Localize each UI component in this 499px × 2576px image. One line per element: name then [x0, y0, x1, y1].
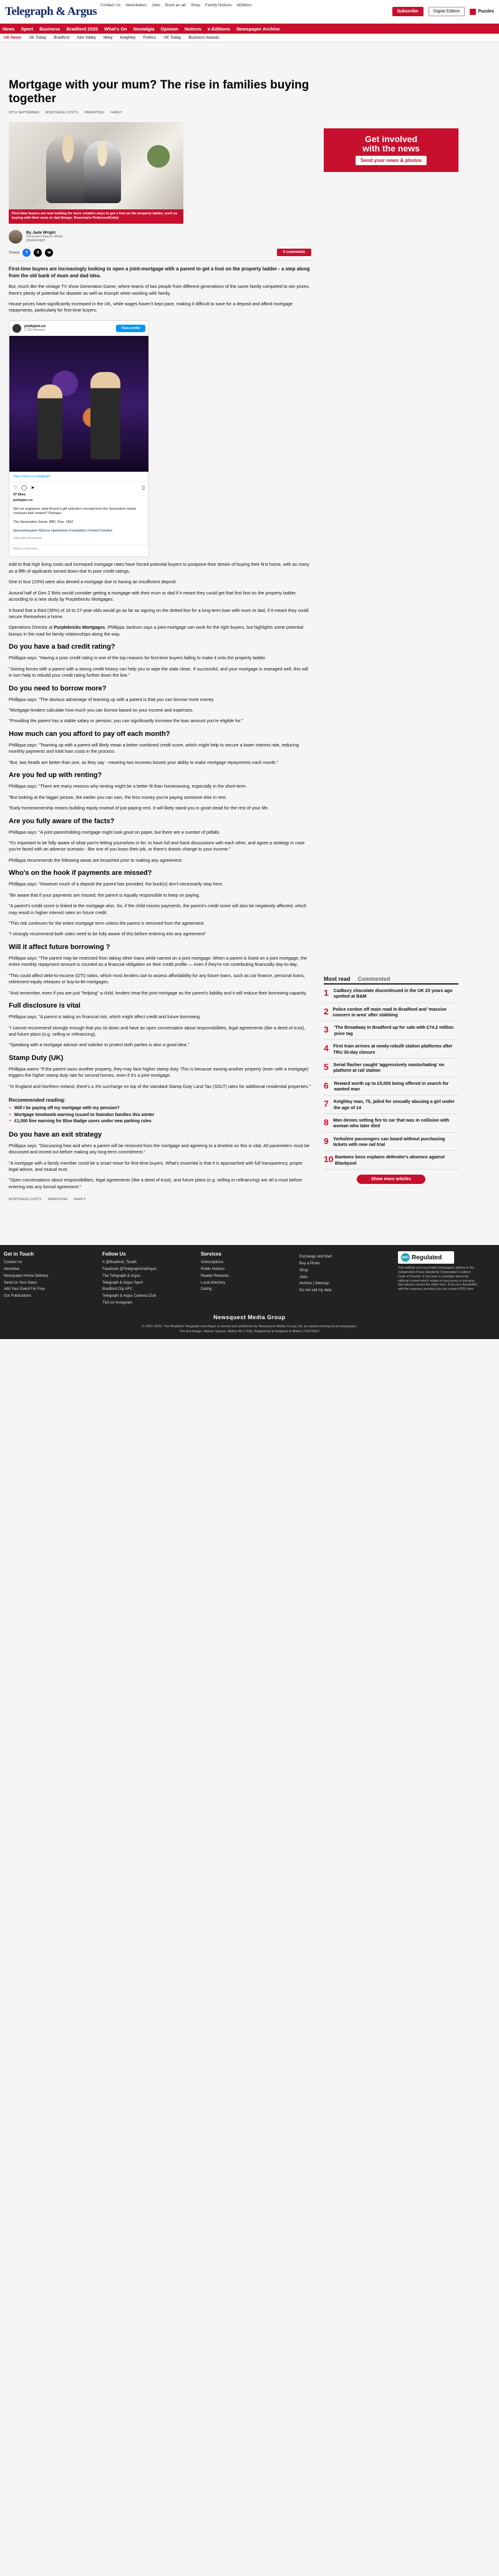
tab-commented[interactable]: Commented	[357, 976, 390, 982]
main-nav	[0, 24, 499, 34]
subnav-bradford[interactable]: Bradford	[54, 36, 70, 40]
most-read-item[interactable]: 4 First train arrives at newly-rebuilt station platforms after TRU 30-day closure	[324, 1040, 458, 1059]
rank-number: 10	[324, 1154, 334, 1165]
footer-link[interactable]: Do not sell my data	[299, 1289, 332, 1293]
footer-link[interactable]: Advertise	[4, 1267, 20, 1272]
subheading: Are you fully aware of the facts?	[9, 817, 115, 825]
recommended-link[interactable]: • Will I be paying off my mortgage with my pension?	[9, 1105, 311, 1112]
top-bar	[0, 0, 499, 24]
hero-caption: First-time buyers are now looking for more creative ways to get a foot on the property ladder, such as buying with their mum or dad (Image: Rosemarie Pedersen/Getty)	[9, 209, 183, 224]
footer-link[interactable]: Subscriptions	[201, 1261, 224, 1265]
nav-bradford-2025[interactable]: Bradford 2025	[66, 26, 98, 32]
paragraph: Phillippa says: "Discussing how and when a parent will be removed from the mortgage and agreeing to a timeline on this is vital. All parameters must be discussed and ironed out before making any long-term commitment."	[9, 1142, 309, 1155]
paragraph: "Early homeownership means building equity instead of just paying rent. It will likely stand you in good stead for the rest of your life.	[9, 805, 269, 811]
get-involved-promo[interactable]	[324, 128, 458, 172]
footer-link[interactable]: Public Notices	[201, 1267, 225, 1272]
footer-col-follow	[102, 1251, 190, 1307]
article-headline: Mortgage with your mum? The rise in families buying together	[9, 79, 309, 105]
footer-link[interactable]: Telegraph & Argus Camera Club	[102, 1294, 157, 1299]
tag-mortgage-costs[interactable]: MORTGAGE COSTS	[9, 1198, 42, 1202]
paragraph: It found that a third (35%) of 18 to 27-year-olds would go as far as signing on the dotted line for a long-term loan with mum or dad, if it meant they could secure themselves a home.	[9, 607, 309, 619]
author-block	[9, 230, 311, 244]
paragraph: "Joining forces with a parent with a strong credit history can help you to wipe the slate clean. If successful, and your mortgage is managed well, this will in turn help to rebuild your credit rating further down the line."	[9, 665, 308, 679]
hero-figure	[9, 122, 311, 224]
content-area	[0, 42, 499, 1201]
subheading: Will it affect future borrowing ?	[9, 943, 110, 951]
send-news-button[interactable]: Send your news & photos	[356, 156, 427, 165]
subnav-business-awards[interactable]: Business Awards	[188, 36, 220, 40]
most-read-item[interactable]: 3 'The Broadway in Bradford up for sale with £74.2 million price tag	[324, 1021, 458, 1040]
subheading: Who's on the hook if payments are missed?	[9, 869, 152, 877]
footer-link[interactable]: Add Your Event For Free	[4, 1287, 46, 1292]
instagram-likes: 37 likes	[13, 492, 26, 497]
author-name[interactable]: By Jade Wright	[26, 231, 56, 236]
hero-image	[9, 122, 183, 209]
puzzles-label: Puzzles	[478, 9, 494, 14]
article-date: 20TH SEPTEMBER	[9, 110, 39, 115]
footer-link[interactable]: Local directory	[201, 1281, 226, 1285]
show-more-button[interactable]: Show more articles	[357, 1175, 425, 1184]
heart-icon[interactable]: ♡	[13, 484, 18, 490]
most-read-item[interactable]: 8 Man denies setting fire to car that was in collision with woman who later died	[324, 1114, 458, 1133]
instagram-header	[9, 321, 148, 336]
footer-link[interactable]: Telegraph & Argus Sport	[102, 1281, 143, 1285]
account-actions	[392, 7, 494, 16]
paragraph: "I strongly recommend both sides need to be fully aware of this before entering into any agreement"	[9, 931, 206, 937]
paragraph: "And remember, even if you are just "helping" a child, lenders treat the joint mortgage as the parent's liability and it will reduce their borrowing capacity.	[9, 990, 307, 996]
share-label: Share	[9, 250, 20, 255]
logo[interactable]	[5, 5, 97, 19]
subheading: How much can you afford to pay off each month?	[9, 730, 170, 738]
instagram-image-figure-1	[37, 384, 62, 459]
hero-image-person-2	[84, 141, 121, 203]
subnav-aire-valley[interactable]: Aire Valley	[77, 36, 96, 40]
paragraph: "This risk continues for the entire mortgage term unless the parent is removed from the agreement.	[9, 920, 205, 926]
instagram-caption-2: The Generation Game, BBC One, 1992.	[13, 520, 74, 524]
send-icon[interactable]: ➤	[31, 484, 35, 490]
rank-number: 9	[324, 1135, 329, 1146]
footer-legal	[4, 1324, 495, 1335]
digital-edition-button[interactable]: Digital Edition	[429, 7, 465, 16]
tag-family[interactable]: FAMILY	[74, 1198, 86, 1202]
footer-heading: Follow Us	[102, 1251, 126, 1257]
most-read-item[interactable]: 7 Keighley man, 75, jailed for sexually abusing a girl under the age of 14	[324, 1095, 458, 1114]
paragraph: "A parent's credit score is linked to the mortgage also. So, if the child misses payments, the parent's credit score will also be negatively affected, which may result in higher interest rates on future credit.	[9, 903, 307, 915]
footer-legal-line-2: The Exchange, Nelson Square, Bolton BL1 1DA, Registered in England & Wales | 01676637	[179, 1330, 320, 1334]
ipso-logo-icon: ipso	[401, 1253, 410, 1262]
footer-link[interactable]: Send Us Your News	[4, 1281, 37, 1285]
most-read-panel	[324, 976, 458, 1184]
ipso-block	[398, 1251, 479, 1307]
site-logo[interactable]: Telegraph & Argus	[5, 4, 97, 18]
footer-heading: Get in Touch	[4, 1251, 34, 1257]
paragraph: Operations Director at Purplebricks Mortgages, Phillippa Jackson says a joint-mortgage can work for the right buyers, but highlights some potential bumps in the road for family relationships along the way.	[9, 624, 304, 637]
author-avatar[interactable]	[9, 230, 22, 244]
most-read-item[interactable]: 10 Bantams boss explains defender's absence against Blackpool	[324, 1151, 458, 1170]
puzzle-icon	[470, 9, 476, 15]
recommended-link[interactable]: • Mortgage timebomb warning issued to Swindon families this winter	[9, 1112, 311, 1119]
facebook-share-icon[interactable]: f	[22, 249, 31, 257]
subscribe-button[interactable]: Subscribe	[392, 7, 424, 16]
paragraph: Phillippa says: "Having a poor credit rating is one of the top reasons for first-time buyers failing to make it onto the property ladder.	[9, 655, 266, 661]
rank-number: 1	[324, 988, 329, 998]
paragraph: "A mortgage with a family member could be a smart move for first-time buyers. What's essential is that it is approached with full transparency, proper legal advice, and mutual trust.	[9, 1160, 303, 1172]
instagram-hashtags[interactable]: #generationgame #bbcone #gameshow #competition #contest #nineties	[13, 528, 113, 533]
nav-whats-on[interactable]: What's On	[104, 26, 127, 32]
footer-link[interactable]: Contact Us	[4, 1261, 22, 1265]
paragraph: Phillippa says: "The obvious advantage of teaming up with a parent is that you can borrow more money.	[9, 696, 215, 702]
recommended-reading-list	[9, 1105, 311, 1125]
nav-newspaper-archive[interactable]: Newspaper Archive	[236, 26, 280, 32]
paragraph: "This could affect debt-to-income (DTI) ratios, which most lenders use to assess affordability for any future loans, such as car finance, personal loans, retirement equity releases or buy-to-let mortgages.	[9, 972, 305, 985]
nav-nostalgia[interactable]: Nostalgia	[133, 26, 155, 32]
paragraph: House prices have significantly increased in the UK, while wages haven't kept pace, making it difficult to save for a deposit and afford mortgage repayments, particularly for first-time buyers.	[9, 301, 293, 313]
paragraph: Phillippa says: "The parent may be restricted from taking other loans while named on a joint mortgage. When a parent is listed on a joint mortgage, the entire monthly repayment amount is counted as a financial obligation on their credit profile — even if they're not contributing financially day-to-day.	[9, 955, 307, 968]
share-row	[9, 249, 311, 261]
article-lead: First-time buyers are increasingly looking to open a joint-mortgage with a parent to get a foot on the property ladder - a step along from the old bank of mum and dad idea.	[9, 265, 310, 279]
instagram-view-more-link[interactable]: View more on Instagram	[9, 472, 148, 482]
paragraph: "It's important to be fully aware of what you're letting yourselves in for, to have full and frank discussions with each other, and agree a strategy in case you're faced with an adverse scenario - like one of you loses their job, or there's drastic change to your income."	[9, 839, 305, 852]
paragraph: "Speaking with a mortgage advisor and solicitor to protect both parties is also a good idea."	[9, 1042, 190, 1048]
article	[9, 42, 311, 1201]
util-link-jobs[interactable]: Jobs	[152, 3, 160, 7]
puzzles-link[interactable]	[470, 9, 494, 15]
subnav-uk-today[interactable]: UK Today	[29, 36, 47, 40]
paragraph: Phillippa says: "There are many reasons why renting might be a better fit than homeowning, especially in the short-term.	[9, 783, 247, 789]
subheading: Stamp Duty (UK)	[9, 1054, 64, 1062]
instagram-image[interactable]	[9, 336, 148, 472]
util-link-newsletters[interactable]: Newsletters	[125, 3, 147, 7]
nav-opinion[interactable]: Opinion	[160, 26, 178, 32]
footer-heading: Services	[201, 1251, 221, 1257]
paragraph: Phillippa says: "Teaming up with a parent will likely mean a better combined credit score, which might help to secure a lower interest rate, reducing monthly payments and total loan costs in the process.	[9, 742, 299, 755]
util-link-eedition[interactable]: eEdition	[236, 3, 252, 7]
paragraph: But, much like the vintage TV show Generation Game, where teams of two people from different generations of the same family competed to win prizes, there's plenty of potential for disaster as well as triumph when working with family.	[9, 284, 310, 296]
sidebar	[324, 42, 492, 1201]
most-read-item[interactable]: 5 Serial flasher caught 'aggressively masturbating' on platform at rail station	[324, 1059, 458, 1077]
hero-image-plant	[146, 131, 171, 181]
tag-family[interactable]: FAMILY	[110, 110, 123, 115]
subnav-politics[interactable]: Politics	[143, 36, 157, 40]
footer-link[interactable]: The Telegraph & Argus	[102, 1274, 140, 1278]
footer-link[interactable]: Facebook @TelegraphAndArgus	[102, 1267, 157, 1272]
footer	[0, 1245, 499, 1339]
instagram-image-figure-2	[90, 372, 120, 459]
paragraph: "Be aware that if your payments are missed, the parent is equally responsible to keep on paying.	[9, 892, 200, 898]
instagram-view-profile-button[interactable]: View profile	[116, 325, 145, 332]
footer-brand-logo[interactable]: Newsquest Media Group	[213, 1314, 286, 1320]
paragraph: "I cannot recommend strongly enough that you sit down and have an open conversation about responsibilities, legal agreements (like a deed of trust), and future plans (e.g. selling or refinancing).	[9, 1024, 306, 1037]
recommended-link[interactable]: • £1,000 fine warning for Blue Badge users under new parking rules	[9, 1119, 311, 1125]
instagram-view-comments[interactable]: View all comments	[13, 536, 42, 540]
rank-number: 7	[324, 1099, 329, 1109]
footer-link[interactable]: Buy a Photo	[299, 1262, 320, 1266]
rank-number: 2	[324, 1006, 329, 1016]
paragraph: Phillippa warns "If the parent owns another property, they may face higher stamp duty. This is because owning another property (even with a mortgage) triggers the higher stamp duty rate for second homes, even if it's a joint mortgage.	[9, 1066, 309, 1079]
footer-link[interactable]: Shop	[299, 1268, 309, 1272]
comments-button[interactable]: 0 comments	[277, 249, 311, 256]
util-link-family-notices[interactable]: Family Notices	[205, 3, 232, 7]
get-involved-title: Get involved with the news	[362, 134, 420, 153]
footer-col-contact	[4, 1251, 91, 1307]
comment-icon[interactable]: ◯	[21, 484, 27, 490]
instagram-embed	[9, 320, 149, 557]
ipso-badge[interactable]	[398, 1251, 454, 1264]
sub-nav	[0, 34, 499, 42]
most-read-item[interactable]: 1 Cadbury chocolate discontinued in the UK 23 years ago spotted at B&M	[324, 985, 458, 1003]
footer-columns	[4, 1251, 495, 1307]
paragraph: Add to that high living costs and increased mortgage rates have forced potential buyers to postpone their dream of buying their first home, with as many as a fifth of applicants turned down due to poor credit ratings.	[9, 561, 309, 574]
footer-link[interactable]: Exchange and Mart	[299, 1255, 332, 1259]
instagram-caption-user: podopen.co	[13, 498, 33, 502]
tab-most-read[interactable]: Most read	[324, 976, 351, 982]
paragraph: Phillippa recommends the following areas are broached prior to making any agreement:	[9, 857, 183, 863]
article-meta	[9, 111, 311, 115]
paragraph: "But, two heads are better than one, as they say - meaning two incomes boosts your ability to make mortgage repayments each month."	[9, 759, 279, 765]
paragraph: "Open conversations about responsibilities, legal agreements (like a deed of trust), and future plans (e.g. selling or refinancing) are all a must before entering into any formal agreement."	[9, 1177, 302, 1190]
nav-notices[interactable]: Notices	[184, 26, 201, 32]
subheading: Do you have an exit strategy	[9, 1130, 102, 1138]
nav-news[interactable]: News	[2, 26, 15, 32]
whatsapp-share-icon[interactable]: w	[45, 249, 53, 257]
footer-col-services	[201, 1251, 288, 1307]
footer-link[interactable]: Our Publications	[4, 1294, 32, 1299]
rank-number: 6	[324, 1080, 329, 1090]
footer-link[interactable]: Reader Rewards	[201, 1274, 230, 1278]
utility-links	[100, 3, 251, 7]
most-read-tabs	[324, 976, 458, 985]
purplebricks-link[interactable]: Purplebricks Mortgages	[54, 624, 105, 631]
subheading: Do you have a bad credit rating?	[9, 643, 115, 651]
rank-number: 3	[324, 1024, 329, 1035]
util-link-contact[interactable]: Contact Us	[100, 3, 121, 7]
tag-parenting[interactable]: PARENTING	[84, 110, 105, 115]
nav-e-editions[interactable]: e-Editions	[207, 26, 231, 32]
util-link-book-ad[interactable]: Book an ad	[165, 3, 186, 7]
paragraph: "But looking at the bigger picture, the earlier you can own, the less money you're paying someone else in rent.	[9, 794, 227, 800]
paragraph: Phillippa says: "However much of a deposit the parent has provided, the buck(s) don't necessarily stop here.	[9, 881, 223, 887]
instagram-avatar[interactable]	[12, 324, 21, 333]
paragraph: "In England and Northern Ireland, there's a 3% surcharge on top of the standard Stamp Duty Land Tax (SDLT) rates for additional residential properties."	[9, 1083, 311, 1089]
author-role: Personal Finance Writer	[26, 235, 63, 239]
bookmark-icon[interactable]: ▯	[142, 484, 145, 490]
paragraph: One in four (23%) were also denied a mortgage due to having an insufficient deposit.	[9, 579, 177, 585]
footer-legal-line-1: © 2001-2025. The Bradford Telegraph and Argus is owned and published by Newsquest Media Group Ltd, an award-winning local newspaper.	[142, 1324, 357, 1329]
tag-mortgage-costs[interactable]: MORTGAGE COSTS	[45, 110, 79, 115]
subnav-keighley[interactable]: Keighley	[120, 36, 136, 40]
instagram-actions	[9, 482, 148, 493]
instagram-username[interactable]: podopen.co	[24, 324, 46, 328]
footer-link[interactable]: Jobs	[299, 1275, 308, 1279]
x-share-icon[interactable]: X	[34, 249, 42, 257]
footer-link[interactable]: Newspaper Home Delivery	[4, 1274, 49, 1278]
article-tags-bottom	[9, 1198, 311, 1201]
paragraph: Around half of Gen Z Brits would consider getting a mortgage with their mum or dad if it meant they could get that first foot on the property ladder, according to a new study by Purplebricks Mortgages.	[9, 589, 297, 603]
footer-col-more	[299, 1251, 387, 1307]
rank-number: 8	[324, 1117, 329, 1128]
paragraph: "Providing the parent has a stable salary or pension, you can significantly increase the loan amount you're eligible for."	[9, 718, 243, 724]
footer-link[interactable]: X @Bradford_TandA	[102, 1261, 137, 1265]
ipso-label: Regulated	[412, 1254, 442, 1261]
nav-business[interactable]: Business	[39, 26, 61, 32]
tag-parenting[interactable]: PARENTING	[47, 1198, 68, 1202]
paragraph: Phillippa says: "A joint parent/sibling mortgage might look good on paper, but there are a number of pitfalls.	[9, 829, 221, 835]
footer-link[interactable]: T&A on Instagram	[102, 1301, 133, 1305]
most-read-item[interactable]: 6 Reward worth up to £5,000 being offered in search for wanted man	[324, 1077, 458, 1096]
ipso-text: This website and associated newspapers adhere to the Independent Press Standards Organisation's Editors' Code of Practice. If you have a complaint about the editorial content which relates to inaccuracy or intrusion, then please contact the editor here. If you are dissatisfied with the response provided you can contact IPSO here	[398, 1266, 477, 1291]
instagram-add-comment[interactable]: Add a comment...	[9, 545, 148, 553]
instagram-followers: 2,360 followers	[24, 328, 46, 332]
author-handle[interactable]: @jadewright	[26, 239, 46, 243]
subnav-uk-today-2[interactable]: UK Today	[163, 36, 182, 40]
rank-number: 4	[324, 1043, 329, 1054]
util-link-shop[interactable]: Shop	[190, 3, 200, 7]
subheading: Are you fed up with renting?	[9, 771, 102, 780]
paragraph: "Mortgage lenders calculate how much you can borrow based on your income and expenses.	[9, 707, 194, 713]
nav-sport[interactable]: Sport	[21, 26, 34, 32]
most-read-item[interactable]: 2 Police cordon off main road in Bradford and 'massive concern in area' after stabbing	[324, 1003, 458, 1022]
instagram-caption: Did our engineers steal Brucie's gift selection concept from the Generation Game conveyer belt contest? Perhaps.	[13, 507, 137, 516]
most-read-item[interactable]: 9 Yorkshire passengers can board without purchasing tickets with new rail trial	[324, 1133, 458, 1152]
subheading: Full disclosure is vital	[9, 1002, 80, 1010]
footer-link[interactable]: Dating	[201, 1287, 212, 1292]
paragraph: Phillippa says: "A parent is taking on financial risk, which might affect credit and future borrowing.	[9, 1014, 201, 1020]
recommended-reading-heading: Recommended reading:	[9, 1097, 66, 1104]
subnav-uk-news[interactable]: UK News	[4, 36, 22, 40]
subheading: Do you need to borrow more?	[9, 684, 107, 692]
footer-link[interactable]: Bradford City AFC	[102, 1287, 133, 1292]
rank-number: 5	[324, 1061, 329, 1072]
footer-link[interactable]: Archive | Sitemap	[299, 1282, 329, 1286]
subnav-ilkley[interactable]: Ilkley	[103, 36, 113, 40]
